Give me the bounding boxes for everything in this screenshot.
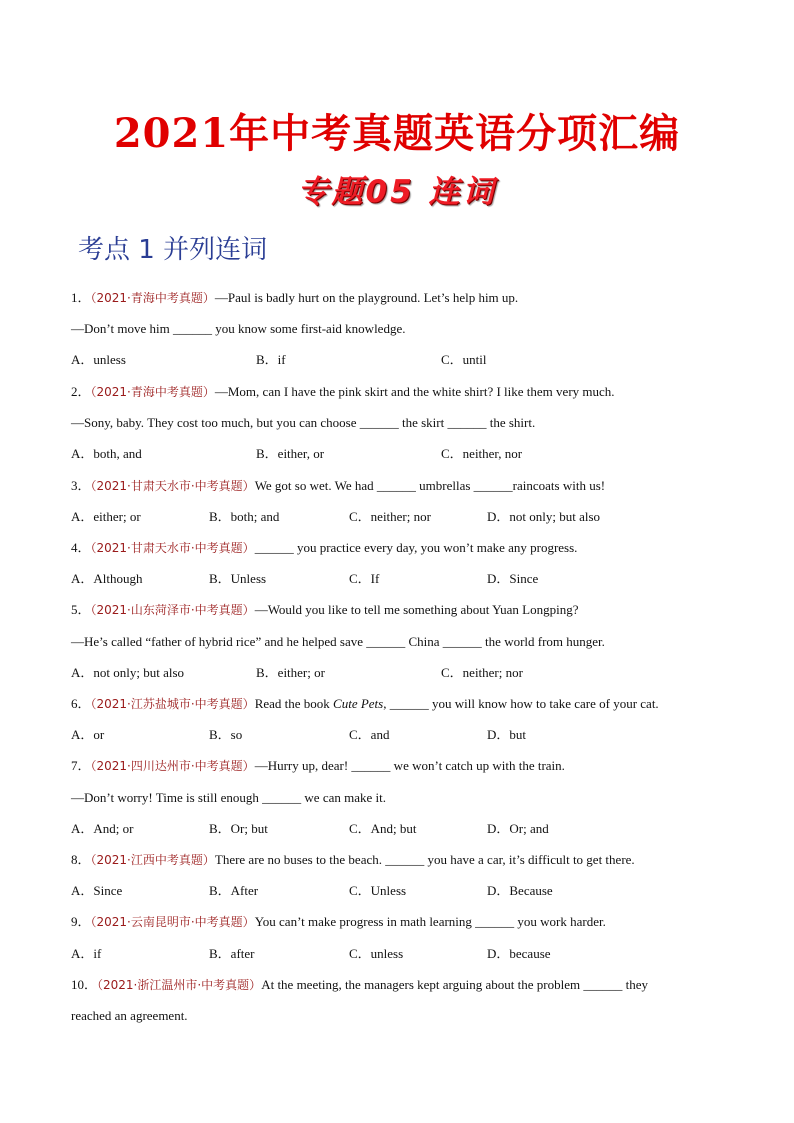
question-1-line-2: —Don’t move him ______ you know some first-aid knowledge.: [71, 321, 406, 336]
option-d: D．not only; but also: [487, 509, 601, 524]
document-title: 2021年中考真题英语分项汇编: [113, 110, 681, 157]
question-source: （2021·甘肃天水市·中考真题）: [90, 541, 255, 555]
section-heading: 考点 1 并列连词: [78, 235, 268, 265]
question-text: —Would you like to tell me something about Yuan Longping?: [254, 602, 579, 617]
option-c: C．unless: [349, 946, 404, 961]
question-source: （2021·青海中考真题）: [90, 291, 215, 305]
option-d: D．Because: [487, 883, 553, 898]
option-c: C．and: [349, 727, 390, 742]
option-d: D．because: [487, 946, 551, 961]
question-source: （2021·江西中考真题）: [90, 853, 215, 867]
question-source: （2021·江苏盐城市·中考真题）: [90, 697, 255, 711]
option-c: C．Unless: [349, 883, 407, 898]
option-c: C．And; but: [349, 821, 417, 836]
question-source: （2021·青海中考真题）: [90, 385, 215, 399]
question-text: —Mom, can I have the pink skirt and the white shirt? I like them very much.: [214, 384, 615, 399]
question-3: [71, 478, 605, 494]
question-text: You can’t make progress in math learning ______ you work harder.: [254, 914, 606, 929]
option-a: A．not only; but also: [71, 665, 185, 680]
question-number: 8．: [71, 852, 91, 867]
question-text: There are no buses to the beach. ______ you have a car, it’s difficult to get there.: [214, 852, 635, 867]
option-a: A．unless: [71, 352, 126, 367]
question-2: [71, 384, 615, 400]
option-b: B．After: [209, 883, 259, 898]
question-text: We got so wet. We had ______ umbrellas ______raincoats with us!: [254, 478, 606, 493]
option-b: B．either, or: [256, 446, 325, 461]
question-10-line-2: reached an agreement.: [71, 1008, 188, 1023]
option-b: B．Unless: [209, 571, 267, 586]
question-number: 2．: [71, 384, 91, 399]
question-5-line-2: —He’s called “father of hybrid rice” and he helped save ______ China ______ the world from hunger.: [71, 634, 605, 649]
question-number: 4．: [71, 540, 91, 555]
book-title: Cute Pets: [333, 696, 384, 711]
question-text: Read the book: [254, 696, 334, 711]
question-7: [71, 758, 565, 774]
question-number: 10．: [71, 977, 98, 992]
option-b: B．either; or: [256, 665, 325, 680]
option-a: A．Although: [71, 571, 143, 586]
option-a: A．if: [71, 946, 102, 961]
question-source: （2021·浙江温州市·中考真题）: [97, 978, 262, 992]
question-source: （2021·云南昆明市·中考真题）: [90, 915, 255, 929]
question-4: [71, 540, 577, 556]
question-text: ______ you practice every day, you won’t make any progress.: [254, 540, 578, 555]
question-text: At the meeting, the managers kept arguing about the problem ______ they: [261, 977, 648, 992]
question-5: [71, 602, 578, 618]
option-b: B．if: [256, 352, 286, 367]
option-b: B．so: [209, 727, 243, 742]
option-c: C．until: [441, 352, 487, 367]
option-c: C．If: [349, 571, 380, 586]
question-8: [71, 852, 635, 868]
question-6: [71, 696, 659, 712]
question-number: 3．: [71, 478, 91, 493]
question-2-line-2: —Sony, baby. They cost too much, but you can choose ______ the skirt ______ the shirt.: [71, 415, 536, 430]
option-a: A．And; or: [71, 821, 134, 836]
option-c: C．neither, nor: [441, 446, 523, 461]
question-number: 7．: [71, 758, 91, 773]
option-d: D．Or; and: [487, 821, 549, 836]
question-source: （2021·甘肃天水市·中考真题）: [90, 479, 255, 493]
question-number: 6．: [71, 696, 91, 711]
question-source: （2021·四川达州市·中考真题）: [90, 759, 255, 773]
option-a: A．Since: [71, 883, 123, 898]
option-b: B．both; and: [209, 509, 280, 524]
option-b: B．Or; but: [209, 821, 268, 836]
option-d: D．but: [487, 727, 527, 742]
option-c: C．neither; nor: [441, 665, 523, 680]
question-number: 9．: [71, 914, 91, 929]
question-text: —Paul is badly hurt on the playground. Let’s help him up.: [214, 290, 519, 305]
option-c: C．neither; nor: [349, 509, 431, 524]
question-text: —Hurry up, dear! ______ we won’t catch up with the train.: [254, 758, 565, 773]
question-number: 5．: [71, 602, 91, 617]
question-text-end: , ______ you will know how to take care of your cat.: [383, 696, 659, 711]
option-a: A．or: [71, 727, 105, 742]
option-a: A．both, and: [71, 446, 142, 461]
document-subtitle: 专题05 连词: [297, 174, 497, 210]
question-number: 1．: [71, 290, 91, 305]
question-10: [71, 977, 648, 993]
question-7-line-2: —Don’t worry! Time is still enough ______ we can make it.: [71, 790, 386, 805]
question-9: [71, 914, 606, 930]
question-1: [71, 290, 518, 306]
question-source: （2021·山东菏泽市·中考真题）: [90, 603, 255, 617]
option-b: B．after: [209, 946, 255, 961]
option-a: A．either; or: [71, 509, 141, 524]
option-d: D．Since: [487, 571, 539, 586]
